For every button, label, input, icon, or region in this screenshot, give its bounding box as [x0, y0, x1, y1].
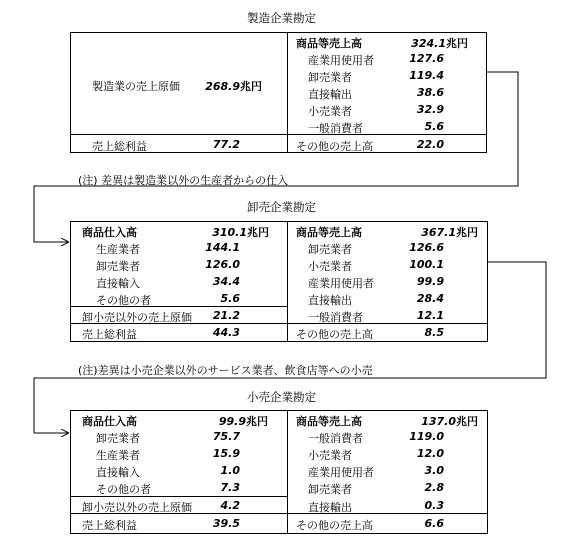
- list-item-label: 直接輸入: [96, 466, 140, 479]
- list-item-value: 0.3: [424, 499, 444, 512]
- list-item-value: 119.4: [409, 69, 444, 82]
- manufacturing-cost-label: 製造業の売上原価: [92, 80, 180, 93]
- list-item-value: 1.0: [220, 464, 240, 477]
- list-item-label: 直接輸入: [96, 277, 140, 290]
- retail-cost-value: 4.2: [220, 499, 240, 512]
- note-manufacturing: (注) 差異は製造業以外の生産者からの仕入: [78, 174, 289, 187]
- list-item-value: 126.6: [409, 241, 444, 254]
- list-item-label: 卸売業者: [308, 71, 352, 84]
- manufacturing-bottom-rule: [70, 134, 487, 135]
- wholesale-cost-label: 卸小売以外の売上原価: [82, 311, 192, 324]
- list-item-label: 卸売業者: [308, 243, 352, 256]
- list-item-label: 一般消費者: [308, 432, 363, 445]
- list-item-value: 7.3: [220, 481, 240, 494]
- list-item-label: 小売業者: [308, 260, 352, 273]
- list-item-label: 小売業者: [308, 105, 352, 118]
- list-item-label: 生産業者: [96, 449, 140, 462]
- wholesale-other-value: 8.5: [424, 326, 444, 339]
- list-item-value: 127.6: [409, 52, 444, 65]
- list-item-value: 119.0: [409, 430, 444, 443]
- list-item-value: 5.6: [424, 120, 444, 133]
- manufacturing-other-label: その他の売上高: [296, 140, 373, 153]
- manufacturing-sales-total: 324.1兆円: [411, 37, 468, 50]
- list-item-value: 32.9: [416, 103, 444, 116]
- retail-divider: [287, 410, 288, 534]
- manufacturing-sales-header: 商品等売上高: [296, 37, 362, 50]
- wholesale-cost-value: 21.2: [212, 309, 240, 322]
- list-item-label: 一般消費者: [308, 311, 363, 324]
- list-item-value: 3.0: [424, 464, 444, 477]
- list-item-label: 卸売業者: [96, 432, 140, 445]
- wholesale-title: 卸売企業勘定: [247, 200, 316, 214]
- list-item-value: 38.6: [416, 86, 444, 99]
- list-item-label: その他の者: [96, 294, 151, 307]
- retail-cost-label: 卸小売以外の売上原価: [82, 501, 192, 514]
- wholesale-purchase-total: 310.1兆円: [212, 226, 269, 239]
- list-item-label: 産業用使用者: [308, 466, 374, 479]
- retail-other-label: その他の売上高: [296, 519, 373, 532]
- list-item-label: 小売業者: [308, 449, 352, 462]
- manufacturing-other-value: 22.0: [416, 138, 444, 151]
- retail-gross-value: 39.5: [212, 517, 240, 530]
- manufacturing-gross-label: 売上総利益: [92, 140, 147, 153]
- list-item-value: 144.1: [205, 241, 240, 254]
- list-item-value: 100.1: [409, 258, 444, 271]
- wholesale-purchase-header: 商品仕入高: [82, 226, 137, 239]
- manufacturing-gross-value: 77.2: [212, 138, 240, 151]
- retail-other-value: 6.6: [424, 517, 444, 530]
- manufacturing-cost-value: 268.9兆円: [205, 80, 262, 93]
- list-item-value: 2.8: [424, 481, 444, 494]
- wholesale-other-label: その他の売上高: [296, 328, 373, 341]
- retail-sales-total: 137.0兆円: [421, 415, 478, 428]
- list-item-label: 卸売業者: [96, 260, 140, 273]
- retail-gross-label: 売上総利益: [82, 519, 137, 532]
- list-item-label: 直接輸出: [308, 501, 352, 514]
- list-item-value: 99.9: [416, 275, 444, 288]
- list-item-label: 産業用使用者: [308, 277, 374, 290]
- list-item-label: 直接輸出: [308, 294, 352, 307]
- list-item-label: 生産業者: [96, 243, 140, 256]
- list-item-value: 12.0: [416, 447, 444, 460]
- retail-purchase-total: 99.9兆円: [218, 415, 268, 428]
- retail-title: 小売企業勘定: [247, 390, 316, 404]
- wholesale-gross-value: 44.3: [212, 326, 240, 339]
- retail-purchase-header: 商品仕入高: [82, 415, 137, 428]
- retail-sales-header: 商品等売上高: [296, 415, 362, 428]
- wholesale-gross-label: 売上総利益: [82, 328, 137, 341]
- list-item-value: 126.0: [205, 258, 240, 271]
- list-item-value: 5.6: [220, 292, 240, 305]
- list-item-value: 12.1: [416, 309, 444, 322]
- wholesale-sales-header: 商品等売上高: [296, 226, 362, 239]
- list-item-value: 34.4: [212, 275, 240, 288]
- manufacturing-title: 製造企業勘定: [247, 11, 316, 25]
- list-item-value: 15.9: [212, 447, 240, 460]
- list-item-label: その他の者: [96, 483, 151, 496]
- list-item-label: 産業用使用者: [308, 54, 374, 67]
- wholesale-sales-total: 367.1兆円: [421, 226, 478, 239]
- list-item-label: 一般消費者: [308, 122, 363, 135]
- list-item-label: 直接輸出: [308, 88, 352, 101]
- list-item-label: 卸売業者: [308, 483, 352, 496]
- list-item-value: 75.7: [212, 430, 240, 443]
- note-wholesale: (注)差異は小売企業以外のサービス業者、飲食店等への小売: [78, 364, 373, 377]
- list-item-value: 28.4: [416, 292, 444, 305]
